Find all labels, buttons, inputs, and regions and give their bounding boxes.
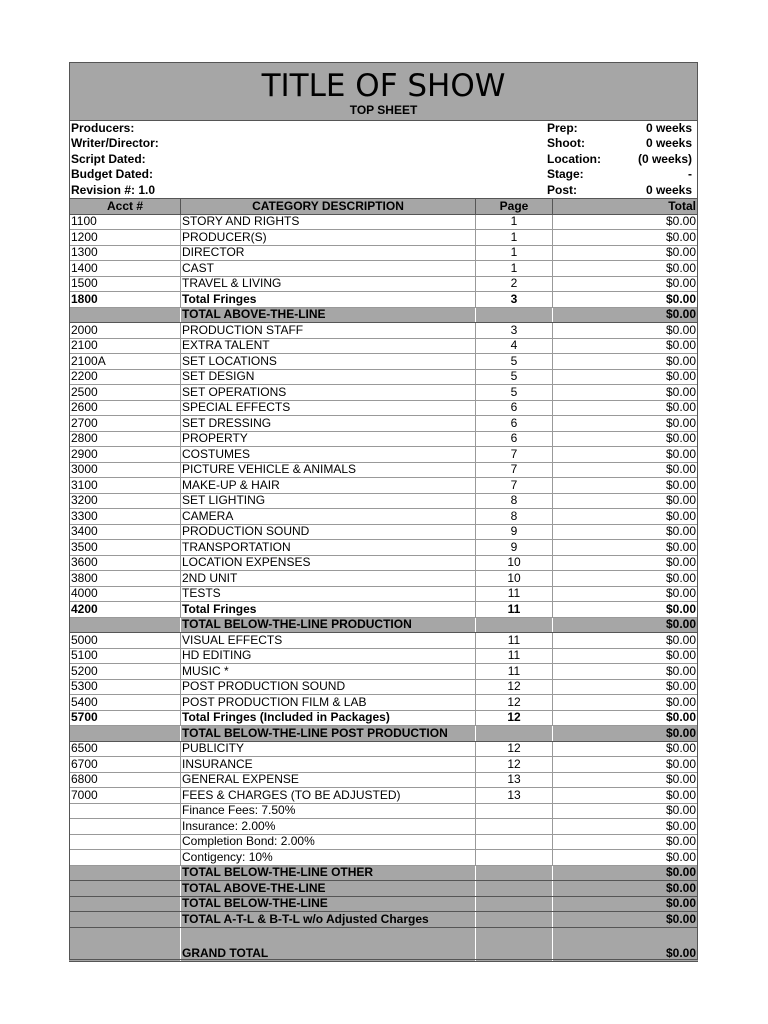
total-cell: $0.00 — [553, 819, 698, 835]
total-cell: $0.00 — [553, 400, 698, 416]
table-row — [70, 292, 698, 308]
acct-cell — [70, 307, 181, 323]
table-row — [70, 555, 698, 571]
page-cell — [476, 726, 553, 742]
page-cell: 5 — [476, 354, 553, 370]
description-cell: Total Fringes (Included in Packages) — [181, 710, 476, 726]
page-cell — [476, 803, 553, 819]
table-row — [70, 664, 698, 680]
acct-cell — [70, 881, 181, 897]
writer-director-label: Writer/Director: — [71, 136, 159, 151]
table-row — [70, 524, 698, 540]
table-row — [70, 230, 698, 246]
script-dated-label: Script Dated: — [71, 151, 146, 166]
page-cell: 10 — [476, 571, 553, 587]
page-cell: 5 — [476, 385, 553, 401]
total-cell: $0.00 — [553, 245, 698, 261]
page-cell: 12 — [476, 757, 553, 773]
total-cell: $0.00 — [553, 276, 698, 292]
table-row — [70, 493, 698, 509]
description-cell: GENERAL EXPENSE — [181, 772, 476, 788]
table-row — [70, 323, 698, 339]
table-row — [70, 431, 698, 447]
table-row — [70, 803, 698, 819]
page-cell: 1 — [476, 214, 553, 230]
acct-cell: 3100 — [70, 478, 181, 494]
total-cell: $0.00 — [553, 354, 698, 370]
description-cell: SET DRESSING — [181, 416, 476, 432]
description-cell: PRODUCTION STAFF — [181, 323, 476, 339]
page-cell: 12 — [476, 741, 553, 757]
total-cell: $0.00 — [553, 772, 698, 788]
page-cell — [476, 617, 553, 633]
budget-dated-label: Budget Dated: — [71, 167, 153, 182]
page-cell: 6 — [476, 400, 553, 416]
description-cell: SET OPERATIONS — [181, 385, 476, 401]
post-value: 0 weeks — [645, 182, 692, 197]
description-cell: Insurance: 2.00% — [181, 819, 476, 835]
total-cell: $0.00 — [553, 214, 698, 230]
page-cell — [476, 896, 553, 912]
description-cell: TOTAL ABOVE-THE-LINE — [181, 307, 476, 323]
table-row — [70, 586, 698, 602]
description-cell: PRODUCER(S) — [181, 230, 476, 246]
total-cell: $0.00 — [553, 416, 698, 432]
info-right-values — [638, 121, 692, 198]
acct-cell: 6800 — [70, 772, 181, 788]
table-row — [70, 819, 698, 835]
acct-cell — [70, 896, 181, 912]
acct-cell — [70, 726, 181, 742]
page-cell: 2 — [476, 276, 553, 292]
description-cell: FEES & CHARGES (TO BE ADJUSTED) — [181, 788, 476, 804]
description-cell: Total Fringes — [181, 602, 476, 618]
total-cell: $0.00 — [553, 757, 698, 773]
top-sheet — [69, 62, 698, 962]
acct-cell: 4200 — [70, 602, 181, 618]
acct-cell: 5200 — [70, 664, 181, 680]
description-cell: PRODUCTION SOUND — [181, 524, 476, 540]
total-cell: $0.00 — [553, 447, 698, 463]
table-row — [70, 757, 698, 773]
acct-cell: 2200 — [70, 369, 181, 385]
page-cell: 13 — [476, 788, 553, 804]
table-row — [70, 447, 698, 463]
description-cell: LOCATION EXPENSES — [181, 555, 476, 571]
acct-cell: 1400 — [70, 261, 181, 277]
total-cell: $0.00 — [553, 865, 698, 881]
table-header — [70, 199, 698, 215]
subtotal-row — [70, 726, 698, 742]
total-cell: $0.00 — [553, 307, 698, 323]
acct-cell: 7000 — [70, 788, 181, 804]
total-cell: $0.00 — [553, 834, 698, 850]
table-row — [70, 276, 698, 292]
description-cell: SPECIAL EFFECTS — [181, 400, 476, 416]
subtotal-row — [70, 896, 698, 912]
description-cell: PICTURE VEHICLE & ANIMALS — [181, 462, 476, 478]
description-column-header: CATEGORY DESCRIPTION — [181, 199, 476, 215]
page-cell: 1 — [476, 261, 553, 277]
description-cell: POST PRODUCTION FILM & LAB — [181, 695, 476, 711]
page-cell: 4 — [476, 338, 553, 354]
total-cell: $0.00 — [553, 509, 698, 525]
total-cell: $0.00 — [553, 726, 698, 742]
page-cell: 6 — [476, 431, 553, 447]
location-value: (0 weeks) — [637, 151, 692, 166]
page-cell: 11 — [476, 648, 553, 664]
table-row — [70, 416, 698, 432]
description-cell: Total Fringes — [181, 292, 476, 308]
subtotal-row — [70, 307, 698, 323]
page-cell: 7 — [476, 462, 553, 478]
acct-cell: 2700 — [70, 416, 181, 432]
total-cell: $0.00 — [553, 850, 698, 866]
table-row — [70, 679, 698, 695]
description-cell: SET DESIGN — [181, 369, 476, 385]
subtotal-row — [70, 865, 698, 881]
subtotal-row — [70, 617, 698, 633]
total-cell: $0.00 — [553, 803, 698, 819]
page-cell: 1 — [476, 230, 553, 246]
description-cell: POST PRODUCTION SOUND — [181, 679, 476, 695]
total-cell: $0.00 — [553, 261, 698, 277]
page-cell: 12 — [476, 710, 553, 726]
page-cell: 11 — [476, 664, 553, 680]
page-cell: 12 — [476, 679, 553, 695]
table-row — [70, 400, 698, 416]
page-cell: 10 — [476, 555, 553, 571]
total-cell: $0.00 — [553, 478, 698, 494]
info-block — [69, 121, 698, 198]
prep-label: Prep: — [547, 121, 578, 135]
page-cell — [476, 819, 553, 835]
acct-cell: 2100 — [70, 338, 181, 354]
acct-column-header: Acct # — [70, 199, 181, 215]
page-cell — [476, 881, 553, 897]
acct-cell: 3600 — [70, 555, 181, 571]
total-cell: $0.00 — [553, 586, 698, 602]
acct-cell: 5400 — [70, 695, 181, 711]
acct-cell: 2000 — [70, 323, 181, 339]
acct-cell — [70, 865, 181, 881]
description-cell: INSURANCE — [181, 757, 476, 773]
page-cell: 13 — [476, 772, 553, 788]
table-row — [70, 633, 698, 649]
total-column-header: Total — [553, 199, 698, 215]
table-row — [70, 788, 698, 804]
acct-cell: 2800 — [70, 431, 181, 447]
table-row — [70, 772, 698, 788]
page-cell: 8 — [476, 493, 553, 509]
acct-cell: 5100 — [70, 648, 181, 664]
total-cell: $0.00 — [553, 369, 698, 385]
acct-cell: 3800 — [70, 571, 181, 587]
acct-cell: 2100A — [70, 354, 181, 370]
description-cell: COSTUMES — [181, 447, 476, 463]
table-row — [70, 385, 698, 401]
total-cell: $0.00 — [553, 385, 698, 401]
acct-cell: 1800 — [70, 292, 181, 308]
table-row — [70, 462, 698, 478]
page-cell — [476, 307, 553, 323]
description-cell: VISUAL EFFECTS — [181, 633, 476, 649]
page-cell: 12 — [476, 695, 553, 711]
description-cell: PROPERTY — [181, 431, 476, 447]
total-cell: $0.00 — [553, 602, 698, 618]
location-label: Location: — [547, 151, 601, 166]
producers-label: Producers: — [71, 121, 135, 135]
acct-cell — [70, 850, 181, 866]
table-row — [70, 648, 698, 664]
description-cell: HD EDITING — [181, 648, 476, 664]
description-cell: TRAVEL & LIVING — [181, 276, 476, 292]
table-row — [70, 338, 698, 354]
page-cell — [476, 865, 553, 881]
page-cell: 11 — [476, 633, 553, 649]
description-cell: TOTAL ABOVE-THE-LINE — [181, 881, 476, 897]
description-cell: CAST — [181, 261, 476, 277]
title-banner — [69, 62, 698, 121]
total-cell: $0.00 — [553, 927, 698, 961]
total-cell: $0.00 — [553, 323, 698, 339]
total-cell: $0.00 — [553, 881, 698, 897]
page-cell: 9 — [476, 524, 553, 540]
description-cell: STORY AND RIGHTS — [181, 214, 476, 230]
page-cell — [476, 850, 553, 866]
table-row — [70, 695, 698, 711]
acct-cell: 2500 — [70, 385, 181, 401]
table-row — [70, 509, 698, 525]
table-row — [70, 478, 698, 494]
description-cell: MUSIC * — [181, 664, 476, 680]
acct-cell: 1300 — [70, 245, 181, 261]
page-cell — [476, 927, 553, 961]
total-cell: $0.00 — [553, 710, 698, 726]
acct-cell: 3200 — [70, 493, 181, 509]
description-cell: EXTRA TALENT — [181, 338, 476, 354]
revision-label: Revision #: 1.0 — [71, 182, 156, 197]
info-left — [71, 121, 159, 198]
page-cell: 3 — [476, 323, 553, 339]
table-row — [70, 602, 698, 618]
grand-total-row — [70, 927, 698, 961]
total-cell: $0.00 — [553, 230, 698, 246]
shoot-value: 0 weeks — [645, 136, 692, 151]
post-label: Post: — [547, 182, 577, 197]
stage-value: - — [688, 167, 692, 182]
acct-cell — [70, 803, 181, 819]
table-row — [70, 369, 698, 385]
acct-cell — [70, 617, 181, 633]
table-row — [70, 540, 698, 556]
description-cell: 2ND UNIT — [181, 571, 476, 587]
description-cell: TOTAL BELOW-THE-LINE POST PRODUCTION — [181, 726, 476, 742]
total-cell: $0.00 — [553, 555, 698, 571]
description-cell: GRAND TOTAL — [181, 927, 476, 961]
acct-cell: 6500 — [70, 741, 181, 757]
page-cell: 6 — [476, 416, 553, 432]
page-subtitle: TOP SHEET — [349, 103, 418, 117]
page-cell — [476, 834, 553, 850]
page-cell: 7 — [476, 478, 553, 494]
acct-cell: 6700 — [70, 757, 181, 773]
acct-cell: 1100 — [70, 214, 181, 230]
acct-cell — [70, 834, 181, 850]
acct-cell: 5700 — [70, 710, 181, 726]
total-cell: $0.00 — [553, 788, 698, 804]
acct-cell — [70, 819, 181, 835]
page-cell: 3 — [476, 292, 553, 308]
description-cell: SET LIGHTING — [181, 493, 476, 509]
page-cell: 8 — [476, 509, 553, 525]
total-cell: $0.00 — [553, 679, 698, 695]
page-cell: 11 — [476, 586, 553, 602]
description-cell: Contigency: 10% — [181, 850, 476, 866]
page-cell: 5 — [476, 369, 553, 385]
total-cell: $0.00 — [553, 695, 698, 711]
prep-value: 0 weeks — [645, 121, 692, 135]
description-cell: DIRECTOR — [181, 245, 476, 261]
acct-cell: 3300 — [70, 509, 181, 525]
stage-label: Stage: — [547, 167, 584, 182]
budget-table — [69, 198, 698, 962]
total-cell: $0.00 — [553, 540, 698, 556]
description-cell: TOTAL BELOW-THE-LINE PRODUCTION — [181, 617, 476, 633]
table-row — [70, 571, 698, 587]
description-cell: TOTAL A-T-L & B-T-L w/o Adjusted Charges — [181, 912, 476, 928]
total-cell: $0.00 — [553, 524, 698, 540]
total-cell: $0.00 — [553, 648, 698, 664]
acct-cell: 1200 — [70, 230, 181, 246]
total-cell: $0.00 — [553, 571, 698, 587]
total-cell: $0.00 — [553, 292, 698, 308]
description-cell: TOTAL BELOW-THE-LINE OTHER — [181, 865, 476, 881]
page-cell: 11 — [476, 602, 553, 618]
acct-cell — [70, 927, 181, 961]
total-cell: $0.00 — [553, 741, 698, 757]
total-cell: $0.00 — [553, 617, 698, 633]
description-cell: TESTS — [181, 586, 476, 602]
table-row — [70, 214, 698, 230]
page-title: TITLE OF SHOW — [261, 68, 506, 104]
shoot-label: Shoot: — [547, 136, 585, 151]
acct-cell: 3000 — [70, 462, 181, 478]
table-row — [70, 261, 698, 277]
page-column-header: Page — [476, 199, 553, 215]
description-cell: TRANSPORTATION — [181, 540, 476, 556]
acct-cell: 1500 — [70, 276, 181, 292]
page-cell — [476, 912, 553, 928]
description-cell: Finance Fees: 7.50% — [181, 803, 476, 819]
page-cell: 1 — [476, 245, 553, 261]
table-row — [70, 245, 698, 261]
table-row — [70, 354, 698, 370]
total-cell: $0.00 — [553, 431, 698, 447]
page-cell: 7 — [476, 447, 553, 463]
acct-cell: 5000 — [70, 633, 181, 649]
acct-cell: 4000 — [70, 586, 181, 602]
total-cell: $0.00 — [553, 462, 698, 478]
subtotal-row — [70, 881, 698, 897]
acct-cell: 3500 — [70, 540, 181, 556]
acct-cell — [70, 912, 181, 928]
total-cell: $0.00 — [553, 493, 698, 509]
table-row — [70, 741, 698, 757]
total-cell: $0.00 — [553, 896, 698, 912]
description-cell: TOTAL BELOW-THE-LINE — [181, 896, 476, 912]
subtotal-row — [70, 912, 698, 928]
total-cell: $0.00 — [553, 633, 698, 649]
description-cell: PUBLICITY — [181, 741, 476, 757]
table-row — [70, 710, 698, 726]
page-cell: 9 — [476, 540, 553, 556]
table-row — [70, 850, 698, 866]
acct-cell: 5300 — [70, 679, 181, 695]
acct-cell: 3400 — [70, 524, 181, 540]
description-cell: Completion Bond: 2.00% — [181, 834, 476, 850]
description-cell: SET LOCATIONS — [181, 354, 476, 370]
acct-cell: 2900 — [70, 447, 181, 463]
description-cell: CAMERA — [181, 509, 476, 525]
description-cell: MAKE-UP & HAIR — [181, 478, 476, 494]
total-cell: $0.00 — [553, 912, 698, 928]
total-cell: $0.00 — [553, 338, 698, 354]
acct-cell: 2600 — [70, 400, 181, 416]
total-cell: $0.00 — [553, 664, 698, 680]
info-right-labels — [547, 121, 601, 198]
table-row — [70, 834, 698, 850]
